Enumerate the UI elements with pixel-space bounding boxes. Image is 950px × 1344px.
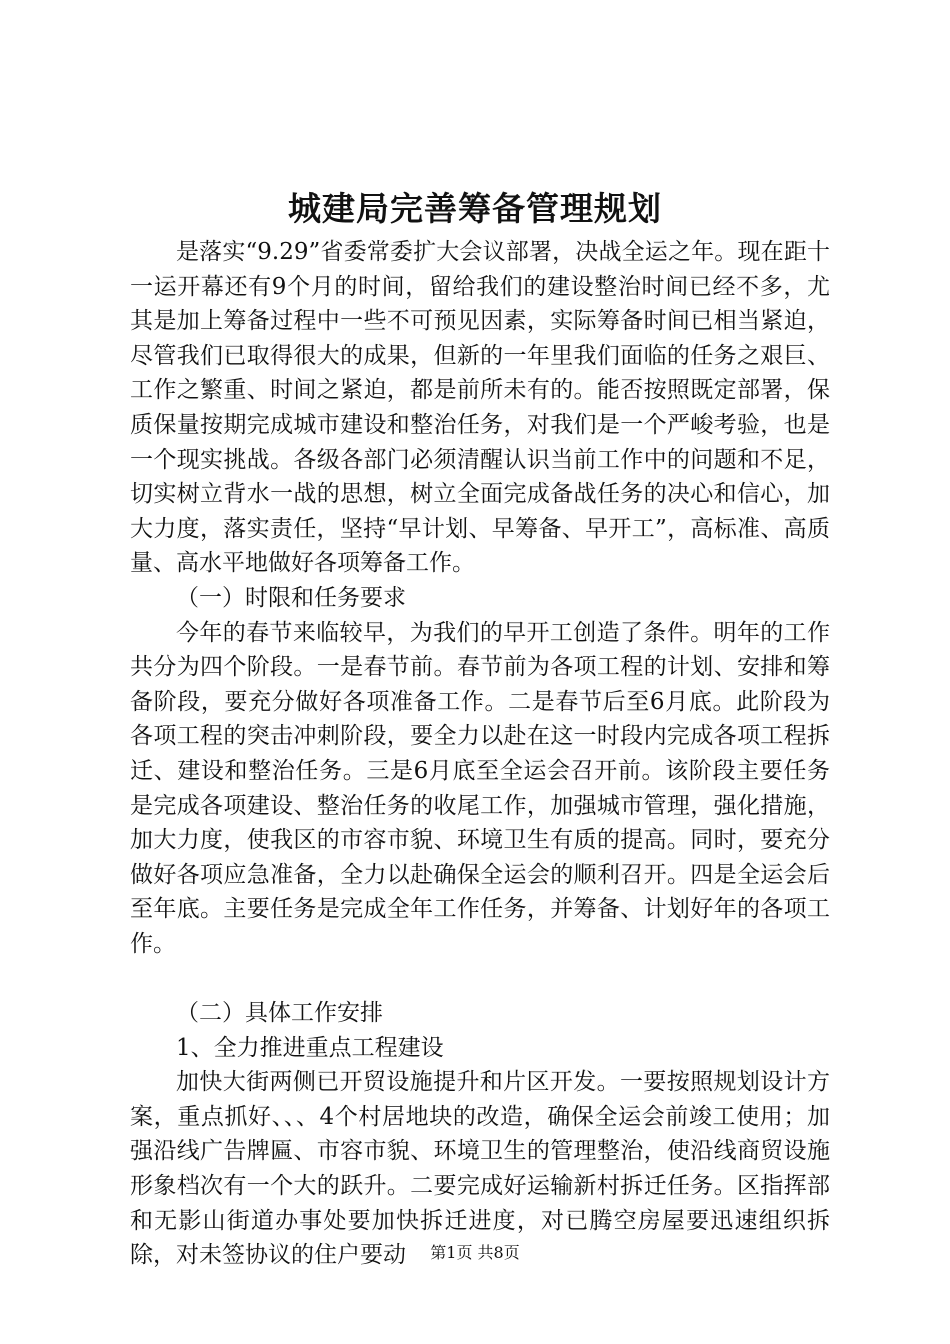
document-body bbox=[130, 235, 830, 1273]
document-title: 城建局完善筹备管理规划 bbox=[288, 189, 662, 228]
paragraph-timeline: 今年的春节来临较早，为我们的早开工创造了条件。明年的工作共分为四个阶段。一是春节前。春节前为各项工程的计划、安排和筹备阶段，要充分做好各项准备工作。二是春节后至6月底。此阶段为各项工程的突击冲刺阶段，要全力以赴在这一时段内完成各项工程拆迁、建设和整治任务。三是6月底至全运会召开前。该阶段主要任务是完成各项建设、整治任务的收尾工作，加强城市管理，强化措施，加大力度，使我区的市容市貌、环境卫生有质的提高。同时，要充分做好各项应急准备，全力以赴确保全运会的顺利召开。四是全运会后至年底。主要任务是完成全年工作任务，并筹备、计划好年的各项工作。 bbox=[130, 619, 830, 957]
blank-line bbox=[130, 961, 830, 996]
paragraph-key-projects: 加快大街两侧已开贸设施提升和片区开发。一要按照规划设计方案，重点抓好、、、4个村居地块的改造，确保全运会前竣工使用；加强沿线广告牌匾、市容市貌、环境卫生的管理整治，使沿线商贸设施形象档次有一个大的跃升。二要完成好运输新村拆迁任务。区指挥部和无影山街道办事处要加快拆迁进度，对已腾空房屋要迅速组织拆除，对未签协议的住户要动 bbox=[130, 1069, 830, 1269]
page-footer: 第1页 共8页 bbox=[430, 1243, 520, 1262]
paragraph-intro: 是落实“9.29”省委常委扩大会议部署，决战全运之年。现在距十一运开幕还有9个月的时间，留给我们的建设整治时间已经不多，尤其是加上筹备过程中一些不可预见因素，实际筹备时间已相当紧迫，尽管我们已取得很大的成果，但新的一年里我们面临的任务之艰巨、工作之繁重、时间之紧迫，都是前所未有的。能否按照既定部署，保质保量按期完成城市建设和整治任务，对我们是一个严峻考验，也是一个现实挑战。各级各部门必须清醒认识当前工作中的问题和不足，切实树立背水一战的思想，树立全面完成备战任务的决心和信心，加大力度，落实责任，坚持“早计划、早筹备、早开工”，高标准、高质量、高水平地做好各项筹备工作。 bbox=[130, 239, 830, 577]
subsection-heading-1: 1、全力推进重点工程建设 bbox=[176, 1034, 444, 1061]
section-heading-1: （一）时限和任务要求 bbox=[176, 584, 406, 611]
section-heading-2: （二）具体工作安排 bbox=[176, 1000, 383, 1027]
